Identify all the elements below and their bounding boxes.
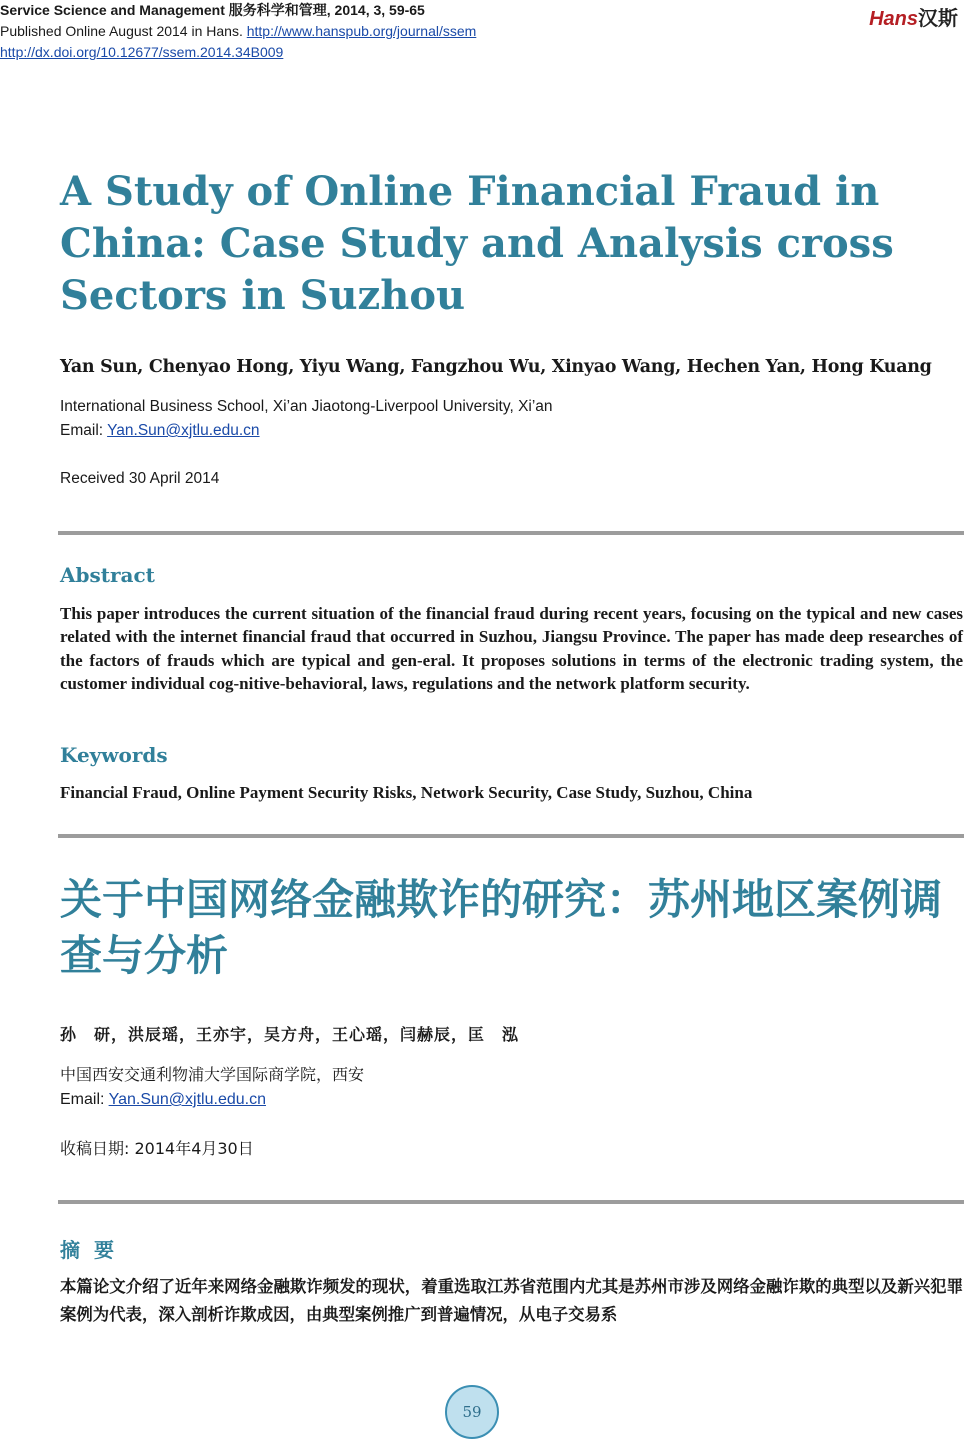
page-number-badge xyxy=(445,1385,499,1439)
abstract-text: This paper introduces the current situation of the financial fraud during recent years, focusing on the typical and new cases related with the internet financial fraud that occurred in Suzhou, Jiangsu Province. The paper has made deep researches of the factors of frauds which are typical and gen-eral. It proposes solutions in terms of the electronic trading system, the customer individual cog-nitive-behavioral, laws, regulations and the network platform security. xyxy=(60,604,963,693)
chinese-affiliation: 中国西安交通利物浦大学国际商学院，西安 xyxy=(60,1065,365,1084)
logo-text-en: Hans xyxy=(869,8,918,30)
email-label: Email: xyxy=(60,422,108,439)
doi-line xyxy=(0,42,964,63)
english-email-line xyxy=(60,419,260,443)
chinese-title: 关于中国网络金融欺诈的研究：苏州地区案例调查与分析 xyxy=(60,875,943,980)
keywords-text: Financial Fraud, Online Payment Security Risks, Network Security, Case Study, Suzhou, China xyxy=(60,783,753,802)
running-header xyxy=(0,0,964,63)
divider xyxy=(58,834,964,838)
english-affiliation: International Business School, Xi’an Jiaotong-Liverpool University, Xi’an xyxy=(60,398,553,415)
english-received-date: Received 30 April 2014 xyxy=(60,470,220,487)
doi-link[interactable]: http://dx.doi.org/10.12677/ssem.2014.34B009 xyxy=(0,44,284,60)
chinese-email-line xyxy=(60,1087,266,1112)
publisher-logo xyxy=(869,2,958,31)
divider xyxy=(58,1200,964,1204)
journal-link[interactable]: http://www.hanspub.org/journal/ssem xyxy=(246,23,477,39)
keywords-heading: Keywords xyxy=(60,743,168,767)
email-link[interactable]: Yan.Sun@xjtlu.edu.cn xyxy=(107,422,260,439)
chinese-received-date: 收稿日期: 2014年4月30日 xyxy=(60,1139,254,1158)
page-number: 59 xyxy=(462,1403,482,1421)
published-line xyxy=(0,21,964,42)
journal-citation: Service Science and Management 服务科学和管理, 2014, 3, 59-65 xyxy=(0,2,425,18)
email-label: Email: xyxy=(60,1091,109,1108)
divider xyxy=(58,531,964,535)
chinese-abstract-heading: 摘要 xyxy=(60,1238,128,1262)
logo-text-cn: 汉斯 xyxy=(918,8,958,30)
english-authors: Yan Sun, Chenyao Hong, Yiyu Wang, Fangzhou Wu, Xinyao Wang, Hechen Yan, Hong Kuang xyxy=(60,357,932,377)
abstract-heading: Abstract xyxy=(60,563,155,587)
email-link[interactable]: Yan.Sun@xjtlu.edu.cn xyxy=(108,1091,266,1108)
chinese-abstract-text: 本篇论文介绍了近年来网络金融欺诈频发的现状，着重选取江苏省范围内尤其是苏州市涉及网络金融诈欺的典型以及新兴犯罪案例为代表，深入剖析诈欺成因，由典型案例推广到普遍情况，从电子交易系 xyxy=(60,1277,963,1324)
english-title: A Study of Online Financial Fraud in China: Case Study and Analysis cross Sectors in Suzhou xyxy=(60,168,894,319)
published-prefix: Published Online August 2014 in Hans. xyxy=(0,23,247,39)
chinese-authors: 孙 研，洪辰瑶，王亦宇，吴方舟，王心瑶，闫赫辰，匡 泓 xyxy=(60,1025,520,1044)
